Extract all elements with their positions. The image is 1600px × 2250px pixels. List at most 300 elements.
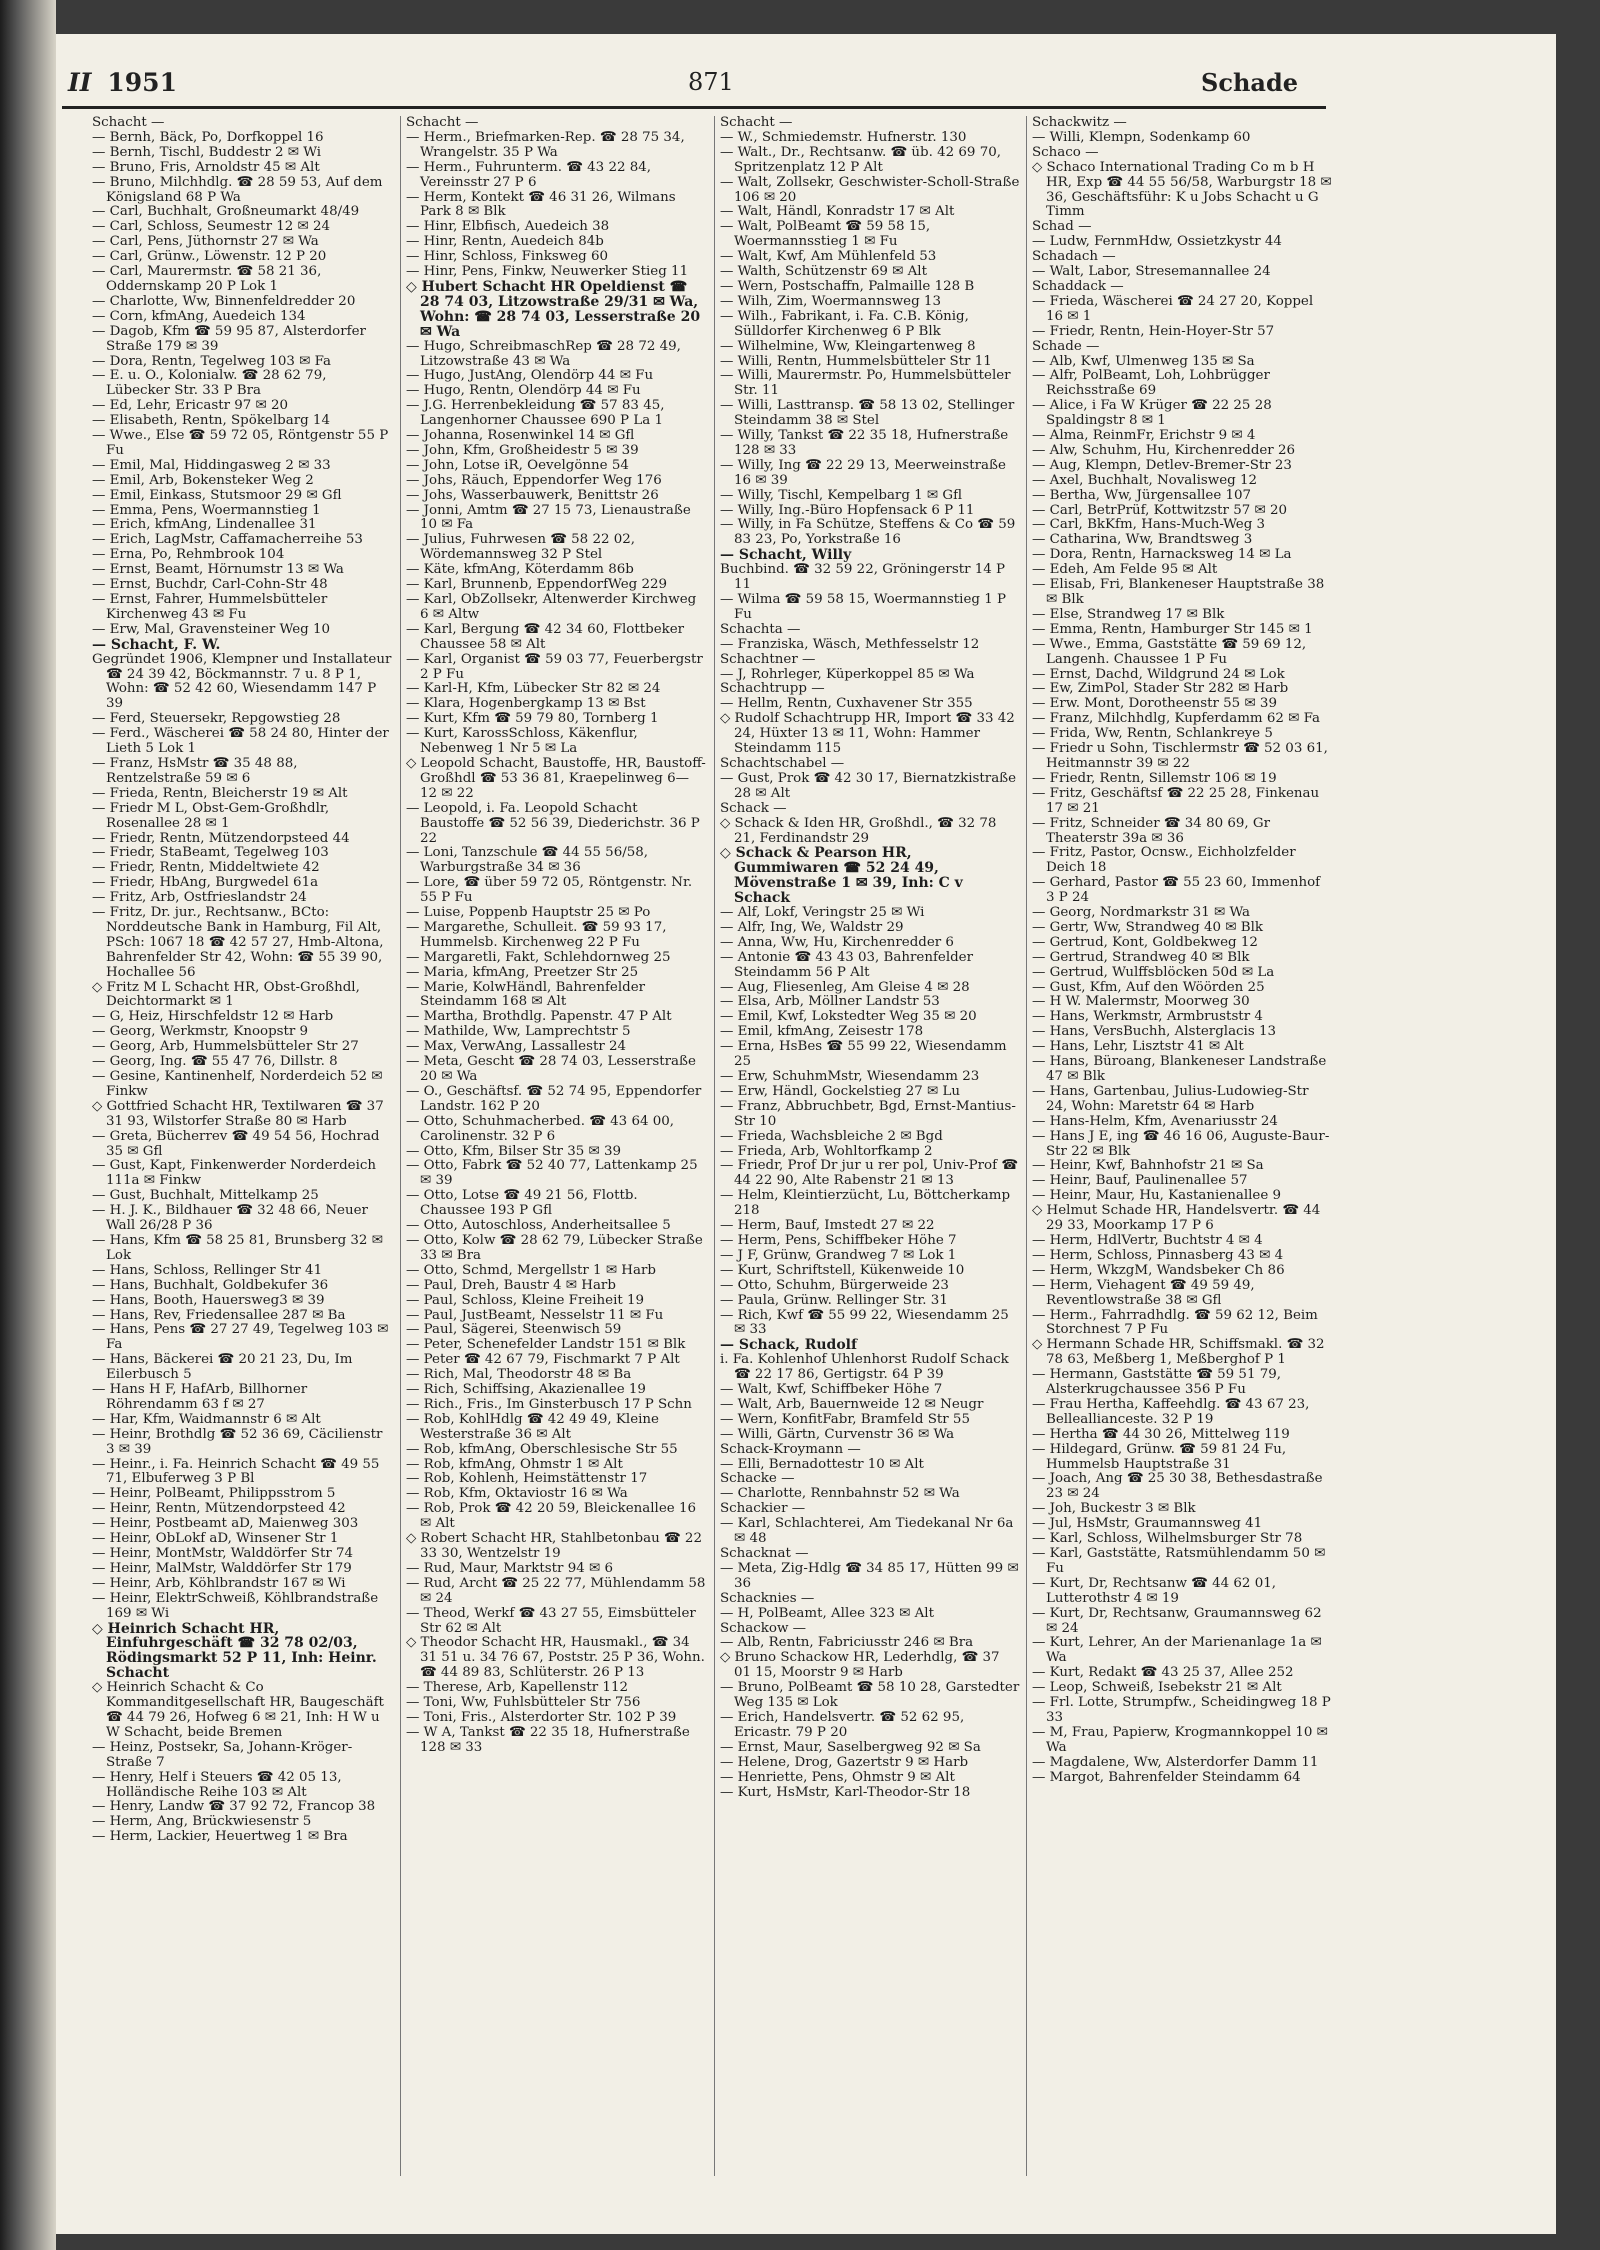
directory-entry: — G, Heiz, Hirschfeldstr 12 ✉ Harb bbox=[92, 1009, 334, 1025]
directory-entry: — Gesine, Kantinenhelf, Norderdeich 52 ✉ Finkw bbox=[92, 1069, 383, 1099]
directory-entry: — Heinr, Postbeamt aD, Maienweg 303 bbox=[92, 1516, 359, 1532]
directory-entry: — Paul, JustBeamt, Nesselstr 11 ✉ Fu bbox=[406, 1307, 664, 1323]
directory-entry: ◇ Bruno Schackow HR, Lederhdlg, ☎ 37 01 15, Moorstr 9 ✉ Harb bbox=[720, 1650, 1000, 1681]
directory-entry: — Marie, KolwHändl, Bahrenfelder Steindamm 168 ✉ Alt bbox=[406, 979, 646, 1010]
directory-entry: — Alb, Kwf, Ulmenweg 135 ✉ Sa bbox=[1032, 353, 1255, 369]
directory-entry: — Paul, Dreh, Baustr 4 ✉ Harb bbox=[406, 1277, 616, 1293]
directory-entry: — Heinr, ObLokf aD, Winsener Str 1 bbox=[92, 1531, 339, 1547]
directory-entry: — Gust, Buchhalt, Mittelkamp 25 bbox=[92, 1188, 319, 1204]
directory-entry: — Emil, Arb, Bokensteker Weg 2 bbox=[92, 472, 314, 488]
directory-entry: — Rud, Maur, Marktstr 94 ✉ 6 bbox=[406, 1560, 613, 1576]
directory-entry: — J F, Grünw, Grandweg 7 ✉ Lok 1 bbox=[720, 1247, 957, 1263]
directory-entry: — Walt, PolBeamt ☎ 59 58 15, Woermannsstieg 1 ✉ Fu bbox=[720, 219, 931, 250]
directory-entry: Buchbind. ☎ 32 59 22, Gröningerstr 14 P 11 bbox=[720, 562, 1006, 593]
directory-entry: — Klara, Hogenbergkamp 13 ✉ Bst bbox=[406, 696, 646, 712]
directory-entry: — Ew, ZimPol, Stader Str 282 ✉ Harb bbox=[1032, 681, 1289, 697]
directory-entry: Schacht — bbox=[720, 116, 793, 130]
directory-entry: — Wilh, Zim, Woermannsweg 13 bbox=[720, 293, 941, 309]
directory-entry: — Hans, Bäckerei ☎ 20 21 23, Du, Im Eilerbusch 5 bbox=[92, 1352, 353, 1383]
directory-entry: — Fritz, Geschäftsf ☎ 22 25 28, Finkenau 17 ✉ 21 bbox=[1032, 785, 1320, 816]
directory-column-4 bbox=[1032, 116, 1332, 2176]
directory-entry: — Walt, Kwf, Am Mühlenfeld 53 bbox=[720, 249, 937, 265]
directory-entry: — Hinr, Schloss, Finksweg 60 bbox=[406, 249, 609, 265]
directory-entry: — Carl, Buchhalt, Großneumarkt 48/49 bbox=[92, 204, 360, 220]
directory-entry: ◇ Gottfried Schacht HR, Textilwaren ☎ 37 31 93, Wilstorfer Straße 80 ✉ Harb bbox=[92, 1098, 384, 1129]
directory-entry: — Heinr, Kwf, Bahnhofstr 21 ✉ Sa bbox=[1032, 1158, 1264, 1174]
directory-entry: — Heinr, Bauf, Paulinenallee 57 bbox=[1032, 1173, 1248, 1189]
directory-entry: — Greta, Bücherrev ☎ 49 54 56, Hochrad 35 ✉ Gfl bbox=[92, 1128, 380, 1159]
directory-entry: — Walth, Schützenstr 69 ✉ Alt bbox=[720, 264, 927, 280]
directory-entry: — Hans, Buchhalt, Goldbekufer 36 bbox=[92, 1277, 329, 1293]
directory-entry: Schachta — bbox=[720, 621, 801, 637]
directory-entry: — Leop, Schweiß, Isebekstr 21 ✉ Alt bbox=[1032, 1680, 1282, 1696]
directory-entry: — Kurt, Kfm ☎ 59 79 80, Tornberg 1 bbox=[406, 711, 659, 727]
directory-entry: — Elisab, Fri, Blankeneser Hauptstraße 38 ✉ Blk bbox=[1032, 577, 1325, 607]
directory-entry: — Ernst, Buchdr, Carl-Cohn-Str 48 bbox=[92, 577, 328, 593]
directory-entry: — Otto, Kfm, Bilser Str 35 ✉ 39 bbox=[406, 1143, 622, 1159]
directory-entry: — Hinr, Pens, Finkw, Neuwerker Stieg 11 bbox=[406, 264, 689, 280]
directory-entry: — Otto, Autoschloss, Anderheitsallee 5 bbox=[406, 1218, 671, 1234]
directory-entry: — Wwe., Emma, Gaststätte ☎ 59 69 12, Langenh. Chaussee 1 P Fu bbox=[1032, 636, 1307, 667]
directory-entry: — Schacht, F. W. bbox=[92, 636, 221, 653]
directory-entry: Schack — bbox=[720, 800, 787, 816]
directory-entry: — Gust, Prok ☎ 42 30 17, Biernatzkistraße 28 ✉ Alt bbox=[720, 770, 1017, 801]
directory-entry: — Carl, Pens, Jüthornstr 27 ✉ Wa bbox=[92, 234, 319, 250]
header-year: 1951 bbox=[107, 68, 177, 97]
directory-entry: — Margarethe, Schulleit. ☎ 59 93 17, Hummelsb. Kirchenweg 22 P Fu bbox=[406, 919, 667, 950]
directory-entry: — Herm., Briefmarken-Rep. ☎ 28 75 34, Wrangelstr. 35 P Wa bbox=[406, 129, 685, 160]
directory-entry: — Hans J E, ing ☎ 46 16 06, Auguste-Baur-Str 22 ✉ Blk bbox=[1032, 1128, 1330, 1159]
directory-entry: — Käte, kfmAng, Köterdamm 86b bbox=[406, 562, 634, 578]
directory-entry: Schacknies — bbox=[720, 1590, 815, 1606]
directory-entry: — Otto, Schmd, Mergellstr 1 ✉ Harb bbox=[406, 1262, 656, 1278]
directory-entry: — Frieda, Wäscherei ☎ 24 27 20, Koppel 16 ✉ 1 bbox=[1032, 293, 1314, 324]
directory-entry: — Willi, Klempn, Sodenkamp 60 bbox=[1032, 129, 1251, 145]
directory-entry: — Frida, Ww, Rentn, Schlankreye 5 bbox=[1032, 726, 1273, 742]
directory-entry: — Franz, HsMstr ☎ 35 48 88, Rentzelstraße 59 ✉ 6 bbox=[92, 755, 298, 786]
directory-entry: — Walt, Kwf, Schiffbeker Höhe 7 bbox=[720, 1382, 943, 1398]
directory-entry: — Ernst, Beamt, Hörnumstr 13 ✉ Wa bbox=[92, 562, 344, 578]
directory-entry: — Walt, Händl, Konradstr 17 ✉ Alt bbox=[720, 204, 955, 220]
directory-entry: — Paul, Sägerei, Steenwisch 59 bbox=[406, 1322, 622, 1338]
directory-entry: — Heinr, MontMstr, Walddörfer Str 74 bbox=[92, 1546, 354, 1561]
directory-entry: Schack-Kroymann — bbox=[720, 1441, 861, 1457]
directory-entry: — Therese, Arb, Kapellenstr 112 bbox=[406, 1680, 628, 1696]
directory-entry: Schackwitz — bbox=[1032, 116, 1127, 130]
directory-entry: — Kurt, Lehrer, An der Marienanlage 1a ✉ Wa bbox=[1032, 1635, 1322, 1666]
directory-entry: — Meta, Zig-Hdlg ☎ 34 85 17, Hütten 99 ✉ 36 bbox=[720, 1560, 1019, 1591]
directory-entry: — Emil, Mal, Hiddingasweg 2 ✉ 33 bbox=[92, 457, 331, 473]
directory-entry: — Schack, Rudolf bbox=[720, 1337, 858, 1354]
directory-entry: — John, Kfm, Großheidestr 5 ✉ 39 bbox=[406, 442, 639, 458]
directory-entry: — Friedr u Sohn, Tischlermstr ☎ 52 03 61, Heitmannstr 39 ✉ 22 bbox=[1032, 741, 1328, 771]
directory-entry: — Georg, Arb, Hummelsbütteler Str 27 bbox=[92, 1039, 359, 1055]
directory-entry: — Erna, HsBes ☎ 55 99 22, Wiesendamm 25 bbox=[720, 1039, 1007, 1070]
directory-entry: — Erich, LagMstr, Caffamacherreihe 53 bbox=[92, 532, 363, 548]
directory-entry: — Paul, Schloss, Kleine Freiheit 19 bbox=[406, 1292, 645, 1308]
directory-entry: — Bruno, Fris, Arnoldstr 45 ✉ Alt bbox=[92, 159, 320, 175]
directory-entry: — Ernst, Maur, Saselbergweg 92 ✉ Sa bbox=[720, 1739, 981, 1755]
directory-entry: — Jul, HsMstr, Graumannsweg 41 bbox=[1032, 1516, 1263, 1532]
directory-entry: — Henriette, Pens, Ohmstr 9 ✉ Alt bbox=[720, 1769, 955, 1785]
directory-entry: — Willy, Ing ☎ 22 29 13, Meerweinstraße 16 ✉ 39 bbox=[720, 457, 1006, 488]
directory-entry: — Emil, kfmAng, Zeisestr 178 bbox=[720, 1024, 924, 1040]
directory-entry: Schackow — bbox=[720, 1620, 807, 1636]
directory-entry: — Heinr, Rentn, Mützendorpsteed 42 bbox=[92, 1501, 346, 1517]
column-divider bbox=[400, 116, 401, 2176]
directory-entry: — Alma, ReinmFr, Erichstr 9 ✉ 4 bbox=[1032, 428, 1256, 444]
directory-entry: — Paula, Grünw. Rellinger Str. 31 bbox=[720, 1292, 948, 1308]
book-binding-edge bbox=[0, 0, 56, 2250]
directory-entry: — Karl, Brunnenb, EppendorfWeg 229 bbox=[406, 577, 668, 593]
directory-entry: — Herm, Ang, Brückwiesenstr 5 bbox=[92, 1814, 312, 1830]
directory-entry: ◇ Schack & Pearson HR, Gummiwaren ☎ 52 24 49, Mövenstraße 1 ✉ 39, Inh: C v Schack bbox=[720, 845, 963, 907]
directory-entry: — Bruno, PolBeamt ☎ 58 10 28, Garstedter Weg 135 ✉ Lok bbox=[720, 1680, 1020, 1711]
directory-entry: — Friedr, Rentn, Mützendorpsteed 44 bbox=[92, 830, 350, 846]
directory-entry: — Heinr, Arb, Köhlbrandstr 167 ✉ Wi bbox=[92, 1575, 346, 1591]
directory-entry: — Fritz, Dr. jur., Rechtsanw., BCto: Norddeutsche Bank in Hamburg, Fil Alt, PSch: 1067 18 ☎ 42 57 27, Hmb-Altona, Bahrenfelder Str 42, Wohn: ☎ 55 39 90, Hochallee 56 bbox=[92, 905, 384, 980]
directory-entry: — Georg, Ing. ☎ 55 47 76, Dillstr. 8 bbox=[92, 1054, 338, 1070]
directory-entry: — H, PolBeamt, Allee 323 ✉ Alt bbox=[720, 1605, 934, 1621]
directory-entry: — Georg, Werkmstr, Knoopstr 9 bbox=[92, 1024, 309, 1040]
directory-entry: — Peter ☎ 42 67 79, Fischmarkt 7 P Alt bbox=[406, 1352, 680, 1368]
directory-entry: — John, Lotse iR, Oevelgönne 54 bbox=[406, 457, 629, 473]
directory-entry: — Karl, Schloss, Wilhelmsburger Str 78 bbox=[1032, 1531, 1303, 1547]
directory-entry: — Charlotte, Ww, Binnenfeldredder 20 bbox=[92, 293, 356, 309]
directory-entry: Schaddack — bbox=[1032, 278, 1124, 294]
directory-entry: — Johs, Wasserbauwerk, Benittstr 26 bbox=[406, 487, 659, 503]
directory-entry: — Carl, Schloss, Seumestr 12 ✉ 24 bbox=[92, 219, 331, 235]
directory-entry: — Hans, Gartenbau, Julius-Ludowieg-Str 24, Wohn: Maretstr 64 ✉ Harb bbox=[1032, 1083, 1309, 1114]
directory-entry: — Maria, kfmAng, Preetzer Str 25 bbox=[406, 964, 639, 980]
directory-entry: — Joh, Buckestr 3 ✉ Blk bbox=[1032, 1501, 1196, 1517]
directory-entry: — Jonni, Amtm ☎ 27 15 73, Lienaustraße 10 ✉ Fa bbox=[406, 502, 691, 533]
directory-entry: — Catharina, Ww, Brandtsweg 3 bbox=[1032, 532, 1253, 548]
directory-entry: — Georg, Nordmarkstr 31 ✉ Wa bbox=[1032, 905, 1251, 921]
directory-entry: — Corn, kfmAng, Auedeich 134 bbox=[92, 308, 306, 324]
directory-entry: — Willy, Tischl, Kempelbarg 1 ✉ Gfl bbox=[720, 487, 963, 503]
directory-entry: — Leopold, i. Fa. Leopold Schacht Baustoffe ☎ 52 56 39, Diederichstr. 36 P 22 bbox=[406, 800, 700, 846]
directory-entry: — Wilhelmine, Ww, Kleingartenweg 8 bbox=[720, 338, 976, 354]
directory-entry: — Wern, Postschaffn, Palmaille 128 B bbox=[720, 278, 975, 294]
directory-entry: — Bruno, Milchhdlg. ☎ 28 59 53, Auf dem Königsland 68 P Wa bbox=[92, 174, 383, 205]
directory-entry: — Loni, Tanzschule ☎ 44 55 56/58, Warburgstraße 34 ✉ 36 bbox=[406, 845, 649, 876]
directory-entry: — Erich, kfmAng, Lindenallee 31 bbox=[92, 517, 317, 533]
directory-entry: Gegründet 1906, Klempner und Installateur ☎ 24 39 42, Böckmannstr. 7 u. 8 P 1, Wohn: ☎ 52 42 60, Wiesendamm 147 P 39 bbox=[92, 651, 392, 712]
directory-entry: — Henry, Landw ☎ 37 92 72, Francop 38 bbox=[92, 1799, 376, 1815]
directory-entry: — Dora, Rentn, Harnacksweg 14 ✉ La bbox=[1032, 547, 1292, 563]
directory-entry: — Edeh, Am Felde 95 ✉ Alt bbox=[1032, 562, 1218, 578]
directory-entry: — O., Geschäftsf. ☎ 52 74 95, Eppendorfer Landstr. 162 P 20 bbox=[406, 1083, 702, 1114]
directory-entry: — Joach, Ang ☎ 25 30 38, Bethesdastraße 23 ✉ 24 bbox=[1032, 1471, 1323, 1502]
directory-entry: — Kurt, Schriftstell, Kükenweide 10 bbox=[720, 1262, 965, 1278]
directory-entry: — Hans-Helm, Kfm, Avenariusstr 24 bbox=[1032, 1113, 1278, 1129]
directory-entry: — Har, Kfm, Waidmannstr 6 ✉ Alt bbox=[92, 1411, 321, 1427]
directory-entry: — Herm., Fahrradhdlg. ☎ 59 62 12, Beim Storchnest 7 P Fu bbox=[1032, 1307, 1318, 1338]
directory-entry: — Hans, Werkmstr, Armbruststr 4 bbox=[1032, 1009, 1263, 1025]
directory-entry: — Erna, Po, Rehmbrook 104 bbox=[92, 547, 285, 563]
directory-entry: — Toni, Ww, Fuhlsbütteler Str 756 bbox=[406, 1695, 641, 1711]
directory-entry: — Rich, Kwf ☎ 55 99 22, Wiesendamm 25 ✉ 33 bbox=[720, 1307, 1009, 1338]
directory-entry: — Mathilde, Ww, Lamprechtstr 5 bbox=[406, 1024, 631, 1040]
directory-entry: Schaco — bbox=[1032, 144, 1099, 160]
directory-entry: — Henry, Helf i Steuers ☎ 42 05 13, Holländische Reihe 103 ✉ Alt bbox=[92, 1769, 342, 1800]
directory-entry: — J.G. Herrenbekleidung ☎ 57 83 45, Langenhorner Chaussee 690 P La 1 bbox=[406, 398, 665, 429]
directory-entry: — Hugo, SchreibmaschRep ☎ 28 72 49, Litzowstraße 43 ✉ Wa bbox=[406, 338, 681, 369]
directory-entry: — Dora, Rentn, Tegelweg 103 ✉ Fa bbox=[92, 353, 331, 369]
directory-entry: ◇ Heinrich Schacht HR, Einfuhrgeschäft ☎ 32 78 02/03, Rödingsmarkt 52 P 11, Inh: Heinr. Schacht bbox=[92, 1620, 377, 1682]
directory-column-2 bbox=[406, 116, 706, 2176]
directory-entry: — Friedr, HbAng, Burgwedel 61a bbox=[92, 875, 319, 891]
directory-entry: — Rob, Prok ☎ 42 20 59, Bleickenallee 16 ✉ Alt bbox=[406, 1501, 696, 1532]
directory-entry: — Aug, Fliesenleg, Am Gleise 4 ✉ 28 bbox=[720, 979, 970, 995]
directory-entry: — Helm, Kleintierzücht, Lu, Böttcherkamp 218 bbox=[720, 1188, 1011, 1219]
directory-entry: — Kurt, Dr, Rechtsanw ☎ 44 62 01, Lutterothstr 4 ✉ 19 bbox=[1032, 1575, 1276, 1606]
directory-entry: — Willy, Tankst ☎ 22 35 18, Hufnerstraße 128 ✉ 33 bbox=[720, 428, 1009, 458]
header-volume-year bbox=[68, 68, 177, 97]
column-divider bbox=[714, 116, 715, 2176]
directory-entry: — Walt, Arb, Bauernweide 12 ✉ Neugr bbox=[720, 1396, 984, 1412]
directory-entry: — Gertrud, Strandweg 40 ✉ Blk bbox=[1032, 949, 1250, 965]
directory-entry: — Frieda, Rentn, Bleicherstr 19 ✉ Alt bbox=[92, 785, 348, 801]
directory-entry: — Ernst, Dachd, Wildgrund 24 ✉ Lok bbox=[1032, 666, 1285, 682]
directory-entry: — Hans H F, HafArb, Billhorner Röhrendamm 63 f ✉ 27 bbox=[92, 1382, 308, 1412]
directory-entry: Schackier — bbox=[720, 1501, 806, 1517]
directory-entry: — Heinz, Postsekr, Sa, Johann-Kröger-Straße 7 bbox=[92, 1739, 353, 1770]
directory-entry: — Hinr, Elbfisch, Auedeich 38 bbox=[406, 219, 610, 235]
directory-entry: — Luise, Poppenb Hauptstr 25 ✉ Po bbox=[406, 905, 651, 921]
directory-entry: — Walt, Zollsekr, Geschwister-Scholl-Straße 106 ✉ 20 bbox=[720, 174, 1020, 205]
directory-entry: — Fritz, Arb, Ostfrieslandstr 24 bbox=[92, 890, 307, 906]
directory-entry: — Otto, Schuhm, Bürgerweide 23 bbox=[720, 1277, 949, 1293]
directory-entry: ◇ Leopold Schacht, Baustoffe, HR, Baustoff-Großhdl ☎ 53 36 81, Kraepelinweg 6—12 ✉ 22 bbox=[406, 755, 706, 801]
directory-entry: — Friedr, Prof Dr jur u rer pol, Univ-Prof ☎ 44 22 90, Alte Rabenstr 21 ✉ 13 bbox=[720, 1158, 1019, 1189]
directory-entry: ◇ Hermann Schade HR, Schiffsmakl. ☎ 32 78 63, Meßberg 1, Meßberghof P 1 bbox=[1032, 1337, 1325, 1368]
directory-entry: — Heinr, Maur, Hu, Kastanienallee 9 bbox=[1032, 1188, 1282, 1204]
directory-entry: — Charlotte, Rennbahnstr 52 ✉ Wa bbox=[720, 1486, 960, 1502]
directory-entry: — Elisabeth, Rentn, Spökelbarg 14 bbox=[92, 413, 330, 429]
directory-entry: — Kurt, HsMstr, Karl-Theodor-Str 18 bbox=[720, 1784, 971, 1800]
directory-entry: — Gertr, Ww, Strandweg 40 ✉ Blk bbox=[1032, 919, 1263, 935]
directory-entry: — Max, VerwAng, Lassallestr 24 bbox=[406, 1039, 627, 1055]
directory-entry: ◇ Schack & Iden HR, Großhdl., ☎ 32 78 21, Ferdinandstr 29 bbox=[720, 815, 997, 846]
header-volume: II bbox=[68, 68, 92, 97]
directory-entry: — Johanna, Rosenwinkel 14 ✉ Gfl bbox=[406, 428, 635, 444]
directory-entry: — Alf, Lokf, Veringstr 25 ✉ Wi bbox=[720, 905, 925, 921]
directory-entry: — Johs, Räuch, Eppendorfer Weg 176 bbox=[406, 472, 662, 488]
directory-entry: — Rob, Kohlenh, Heimstättenstr 17 bbox=[406, 1471, 648, 1487]
directory-entry: — Wilma ☎ 59 58 15, Woermannstieg 1 P Fu bbox=[720, 592, 1007, 622]
directory-entry: — Erw, Mal, Gravensteiner Weg 10 bbox=[92, 621, 331, 637]
directory-entry: — Frau Hertha, Kaffeehdlg. ☎ 43 67 23, Belleallianceste. 32 P 19 bbox=[1032, 1396, 1310, 1427]
directory-entry: — Kurt, Redakt ☎ 43 25 37, Allee 252 bbox=[1032, 1665, 1294, 1681]
directory-entry: — W., Schmiedemstr. Hufnerstr. 130 bbox=[720, 129, 967, 145]
directory-entry: — H. J. K., Bildhauer ☎ 32 48 66, Neuer Wall 26/28 P 36 bbox=[92, 1203, 368, 1234]
directory-entry: — Meta, Gescht ☎ 28 74 03, Lesserstraße 20 ✉ Wa bbox=[406, 1054, 696, 1084]
directory-entry: — Erw, SchuhmMstr, Wiesendamm 23 bbox=[720, 1069, 980, 1084]
directory-entry: — Gerhard, Pastor ☎ 55 23 60, Immenhof 3 P 24 bbox=[1032, 875, 1321, 906]
directory-entry: — Hugo, JustAng, Olendörp 44 ✉ Fu bbox=[406, 368, 654, 384]
directory-entry: — Herm, Viehagent ☎ 49 59 49, Reventlowstraße 38 ✉ Gfl bbox=[1032, 1277, 1255, 1308]
directory-entry: — Bernh, Tischl, Buddestr 2 ✉ Wi bbox=[92, 144, 322, 160]
directory-entry: — Karl, Organist ☎ 59 03 77, Feuerbergstr 2 P Fu bbox=[406, 651, 703, 682]
directory-entry: — Hans, Lehr, Lisztstr 41 ✉ Alt bbox=[1032, 1039, 1244, 1055]
directory-entry: — Rich, Mal, Theodorstr 48 ✉ Ba bbox=[406, 1367, 632, 1383]
directory-entry: — E. u. O., Kolonialw. ☎ 28 62 79, Lübecker Str. 33 P Bra bbox=[92, 368, 327, 399]
directory-entry: — Hinr, Rentn, Auedeich 84b bbox=[406, 234, 604, 250]
directory-entry: Schacknat — bbox=[720, 1546, 809, 1561]
directory-entry: Schacht — bbox=[92, 116, 165, 130]
directory-entry: — Elli, Bernadottestr 10 ✉ Alt bbox=[720, 1456, 924, 1472]
directory-entry: — Hans, Schloss, Rellinger Str 41 bbox=[92, 1262, 323, 1278]
directory-entry: — Walt., Dr., Rechtsanw. ☎ üb. 42 69 70, Spritzenplatz 12 P Alt bbox=[720, 144, 1002, 175]
directory-entry: Schachtrupp — bbox=[720, 681, 825, 697]
directory-entry: — Wilh., Fabrikant, i. Fa. C.B. König, Sülldorfer Kirchenweg 6 P Blk bbox=[720, 308, 969, 339]
directory-entry: — Rob, kfmAng, Oberschlesische Str 55 bbox=[406, 1441, 678, 1457]
directory-entry: — Friedr, Rentn, Hein-Hoyer-Str 57 bbox=[1032, 323, 1275, 339]
directory-entry: — Lore, ☎ über 59 72 05, Röntgenstr. Nr. 55 P Fu bbox=[406, 875, 693, 906]
directory-entry: ◇ Theodor Schacht HR, Hausmakl., ☎ 34 31 51 u. 34 76 67, Poststr. 25 P 36, Wohn. ☎ 44 89 83, Schlüterstr. 26 P 13 bbox=[406, 1635, 705, 1681]
directory-entry: — Else, Strandweg 17 ✉ Blk bbox=[1032, 606, 1225, 622]
directory-entry: — Carl, Maurermstr. ☎ 58 21 36, Oddernskamp 20 P Lok 1 bbox=[92, 264, 322, 294]
directory-entry: — Rud, Archt ☎ 25 22 77, Mühlendamm 58 ✉ 24 bbox=[406, 1575, 706, 1606]
directory-entry: — Herm, Lackier, Heuertweg 1 ✉ Bra bbox=[92, 1829, 348, 1845]
directory-entry: — Antonie ☎ 43 43 03, Bahrenfelder Steindamm 56 P Alt bbox=[720, 949, 974, 980]
directory-entry: — Kurt, KarossSchloss, Käkenflur, Nebenweg 1 Nr 5 ✉ La bbox=[406, 726, 638, 757]
directory-entry: ◇ Fritz M L Schacht HR, Obst-Großhdl, Deichtormarkt ✉ 1 bbox=[92, 979, 360, 1010]
directory-entry: — Ferd, Steuersekr, Repgowstieg 28 bbox=[92, 711, 341, 727]
directory-entry: — Alfr, PolBeamt, Loh, Lohbrügger Reichsstraße 69 bbox=[1032, 368, 1270, 399]
directory-entry: — Alb, Rentn, Fabriciusstr 246 ✉ Bra bbox=[720, 1635, 974, 1651]
directory-entry: ◇ Hubert Schacht HR Opeldienst ☎ 28 74 03, Litzowstraße 29/31 ✉ Wa, Wohn: ☎ 28 74 03, Lesserstraße 20 ✉ Wa bbox=[406, 278, 701, 340]
directory-entry: — Herm, Kontekt ☎ 46 31 26, Wilmans Park 8 ✉ Blk bbox=[406, 189, 676, 220]
directory-entry: — Karl, Bergung ☎ 42 34 60, Flottbeker Chaussee 58 ✉ Alt bbox=[406, 621, 685, 652]
directory-entry: — Anna, Ww, Hu, Kirchenredder 6 bbox=[720, 934, 954, 950]
directory-entry: — Erw, Händl, Gockelstieg 27 ✉ Lu bbox=[720, 1083, 961, 1099]
directory-entry: — Hermann, Gaststätte ☎ 59 51 79, Alsterkrugchaussee 356 P Fu bbox=[1032, 1367, 1282, 1398]
directory-entry: — Erich, Handelsvertr. ☎ 52 62 95, Ericastr. 79 P 20 bbox=[720, 1709, 965, 1740]
directory-entry: — Friedr, Rentn, Middeltwiete 42 bbox=[92, 860, 320, 876]
directory-entry: — Karl, ObZollsekr, Altenwerder Kirchweg 6 ✉ Altw bbox=[406, 592, 697, 622]
directory-entry: — Alice, i Fa W Krüger ☎ 22 25 28 Spaldingstr 8 ✉ 1 bbox=[1032, 398, 1272, 429]
directory-entry: — Herm, Bauf, Imstedt 27 ✉ 22 bbox=[720, 1218, 935, 1234]
directory-entry: — Rich., Fris., Im Ginsterbusch 17 P Schn bbox=[406, 1396, 692, 1412]
page-header bbox=[68, 60, 1298, 106]
directory-entry: — Gust, Kfm, Auf den Wöörden 25 bbox=[1032, 979, 1265, 995]
directory-entry: — Heinr, PolBeamt, Philippsstrom 5 bbox=[92, 1486, 336, 1502]
directory-entry: — Julius, Fuhrwesen ☎ 58 22 02, Wördemannsweg 32 P Stel bbox=[406, 532, 636, 563]
directory-entry: — Willi, Lasttransp. ☎ 58 13 02, Stellinger Steindamm 38 ✉ Stel bbox=[720, 398, 1015, 429]
directory-entry: — Willy, Ing.-Büro Hopfensack 6 P 11 bbox=[720, 502, 975, 518]
directory-entry: Schacht — bbox=[406, 116, 479, 130]
directory-entry: — Bertha, Ww, Jürgensallee 107 bbox=[1032, 487, 1252, 503]
directory-entry: Schachtner — bbox=[720, 651, 816, 667]
directory-entry: — Heinr., i. Fa. Heinrich Schacht ☎ 49 55 71, Elbuferweg 3 P Bl bbox=[92, 1456, 380, 1487]
directory-entry: — Wwe., Else ☎ 59 72 05, Röntgenstr 55 P Fu bbox=[92, 428, 389, 458]
directory-entry: — Carl, BetrPrüf, Kottwitzstr 57 ✉ 20 bbox=[1032, 502, 1288, 518]
directory-entry: Schacke — bbox=[720, 1471, 795, 1487]
directory-entry: Schade — bbox=[1032, 338, 1100, 354]
directory-entry: — Walt, Labor, Stresemannallee 24 bbox=[1032, 264, 1271, 280]
header-running-head: Schade bbox=[1201, 68, 1298, 97]
directory-entry: — Hans, Rev, Friedensallee 287 ✉ Ba bbox=[92, 1307, 346, 1323]
directory-entry: — M, Frau, Papierw, Krogmannkoppel 10 ✉ Wa bbox=[1032, 1724, 1328, 1755]
directory-entry: — Otto, Schuhmacherbed. ☎ 43 64 00, Carolinenstr. 32 P 6 bbox=[406, 1113, 675, 1144]
directory-entry: — Ludw, FernmHdw, Ossietzkystr 44 bbox=[1032, 234, 1282, 250]
directory-entry: — Rich, Schiffsing, Akazienallee 19 bbox=[406, 1382, 646, 1398]
directory-entry: — Hans, Pens ☎ 27 27 49, Tegelweg 103 ✉ Fa bbox=[92, 1322, 389, 1353]
directory-entry: — Otto, Lotse ☎ 49 21 56, Flottb. Chaussee 193 P Gfl bbox=[406, 1188, 638, 1219]
directory-entry: — Hildegard, Grünw. ☎ 59 81 24 Fu, Hummelsb Hauptstraße 31 bbox=[1032, 1441, 1287, 1472]
directory-entry: — Rob, Kfm, Oktaviostr 16 ✉ Wa bbox=[406, 1486, 628, 1502]
directory-entry: — Ed, Lehr, Ericastr 97 ✉ 20 bbox=[92, 398, 289, 414]
directory-entry: ◇ Helmut Schade HR, Handelsvertr. ☎ 44 29 33, Moorkamp 17 P 6 bbox=[1032, 1203, 1321, 1234]
directory-entry: — Elsa, Arb, Möllner Landstr 53 bbox=[720, 994, 940, 1010]
directory-entry: — Carl, Grünw., Löwenstr. 12 P 20 bbox=[92, 249, 327, 265]
directory-entry: — Franziska, Wäsch, Methfesselstr 12 bbox=[720, 636, 980, 652]
directory-entry: — Alfr, Ing, We, Waldstr 29 bbox=[720, 919, 904, 935]
directory-entry: — Emma, Rentn, Hamburger Str 145 ✉ 1 bbox=[1032, 621, 1313, 637]
directory-entry: — Otto, Fabrk ☎ 52 40 77, Lattenkamp 25 ✉ 39 bbox=[406, 1158, 698, 1189]
directory-entry: — Heinr, ElektrSchweiß, Köhlbrandstraße 169 ✉ Wi bbox=[92, 1590, 379, 1621]
header-page-number: 871 bbox=[688, 68, 734, 96]
directory-column-1 bbox=[92, 116, 392, 2176]
directory-entry: — Hertha ☎ 44 30 26, Mittelweg 119 bbox=[1032, 1426, 1290, 1442]
directory-entry: — Friedr, StaBeamt, Tegelweg 103 bbox=[92, 845, 329, 861]
directory-entry: — Peter, Schenefelder Landstr 151 ✉ Blk bbox=[406, 1337, 686, 1353]
directory-entry: — Frieda, Wachsbleiche 2 ✉ Bgd bbox=[720, 1128, 943, 1144]
directory-entry: — Rob, kfmAng, Ohmstr 1 ✉ Alt bbox=[406, 1456, 623, 1472]
directory-column-3 bbox=[720, 116, 1020, 2176]
directory-entry: — Ernst, Fahrer, Hummelsbütteler Kirchenweg 43 ✉ Fu bbox=[92, 592, 328, 622]
directory-entry: — Bernh, Bäck, Po, Dorfkoppel 16 bbox=[92, 129, 324, 145]
directory-entry: — Emil, Kwf, Lokstedter Weg 35 ✉ 20 bbox=[720, 1009, 977, 1025]
directory-entry: — Ferd., Wäscherei ☎ 58 24 80, Hinter der Lieth 5 Lok 1 bbox=[92, 726, 389, 757]
directory-entry: — Fritz, Schneider ☎ 34 80 69, Gr Theaterstr 39a ✉ 36 bbox=[1032, 815, 1271, 846]
column-divider bbox=[1026, 116, 1027, 2176]
directory-entry: — Carl, BkKfm, Hans-Much-Weg 3 bbox=[1032, 517, 1266, 533]
directory-entry: — Martha, Brothdlg. Papenstr. 47 P Alt bbox=[406, 1009, 672, 1025]
directory-entry: — Magdalene, Ww, Alsterdorfer Damm 11 bbox=[1032, 1754, 1319, 1770]
directory-entry: — Gertrud, Kont, Goldbekweg 12 bbox=[1032, 934, 1258, 950]
directory-entry: Schadach — bbox=[1032, 249, 1116, 265]
directory-entry: — Hans, Büroang, Blankeneser Landstraße 47 ✉ Blk bbox=[1032, 1054, 1327, 1084]
header-rule bbox=[62, 106, 1326, 109]
directory-entry: — Margot, Bahrenfelder Steindamm 64 bbox=[1032, 1769, 1301, 1785]
directory-entry: — Herm., Fuhrunterm. ☎ 43 22 84, Vereinsstr 27 P 6 bbox=[406, 159, 652, 190]
directory-entry: — Herm, WkzgM, Wandsbeker Ch 86 bbox=[1032, 1262, 1285, 1278]
directory-entry: — Friedr, Rentn, Sillemstr 106 ✉ 19 bbox=[1032, 770, 1277, 786]
directory-entry: — Fritz, Pastor, Ocnsw., Eichholzfelder Deich 18 bbox=[1032, 845, 1296, 876]
directory-entry: — Willy, in Fa Schütze, Steffens & Co ☎ 59 83 23, Po, Yorkstraße 16 bbox=[720, 517, 1016, 548]
directory-entry: — Wern, KonfitFabr, Bramfeld Str 55 bbox=[720, 1411, 970, 1427]
directory-entry: — Friedr M L, Obst-Gem-Großhdlr, Rosenallee 28 ✉ 1 bbox=[92, 800, 330, 831]
directory-entry: — Axel, Buchhalt, Novalisweg 12 bbox=[1032, 472, 1257, 488]
directory-entry: — Franz, Abbruchbetr, Bgd, Ernst-Mantius-Str 10 bbox=[720, 1098, 1016, 1129]
directory-entry: — Aug, Klempn, Detlev-Bremer-Str 23 bbox=[1032, 457, 1292, 473]
directory-entry: — Hugo, Rentn, Olendörp 44 ✉ Fu bbox=[406, 383, 641, 399]
directory-entry: — Karl, Schlachterei, Am Tiedekanal Nr 6a ✉ 48 bbox=[720, 1516, 1014, 1547]
directory-entry: — Kurt, Dr, Rechtsanw, Graumannsweg 62 ✉ 24 bbox=[1032, 1605, 1322, 1636]
directory-entry: — Willi, Maurermstr. Po, Hummelsbütteler Str. 11 bbox=[720, 368, 1011, 399]
directory-entry: — Hans, Kfm ☎ 58 25 81, Brunsberg 32 ✉ Lok bbox=[92, 1232, 383, 1263]
directory-entry: — W A, Tankst ☎ 22 35 18, Hufnerstraße 128 ✉ 33 bbox=[406, 1724, 690, 1755]
directory-entry: — Hans, VersBuchh, Alsterglacis 13 bbox=[1032, 1024, 1276, 1040]
directory-entry: — Franz, Milchhdlg, Kupferdamm 62 ✉ Fa bbox=[1032, 711, 1321, 727]
directory-entry: — Otto, Kolw ☎ 28 62 79, Lübecker Straße 33 ✉ Bra bbox=[406, 1232, 703, 1263]
directory-entry: — Frieda, Arb, Wohltorfkamp 2 bbox=[720, 1143, 933, 1159]
directory-entry: — Rob, KohlHdlg ☎ 42 49 49, Kleine Westerstraße 36 ✉ Alt bbox=[406, 1411, 659, 1442]
